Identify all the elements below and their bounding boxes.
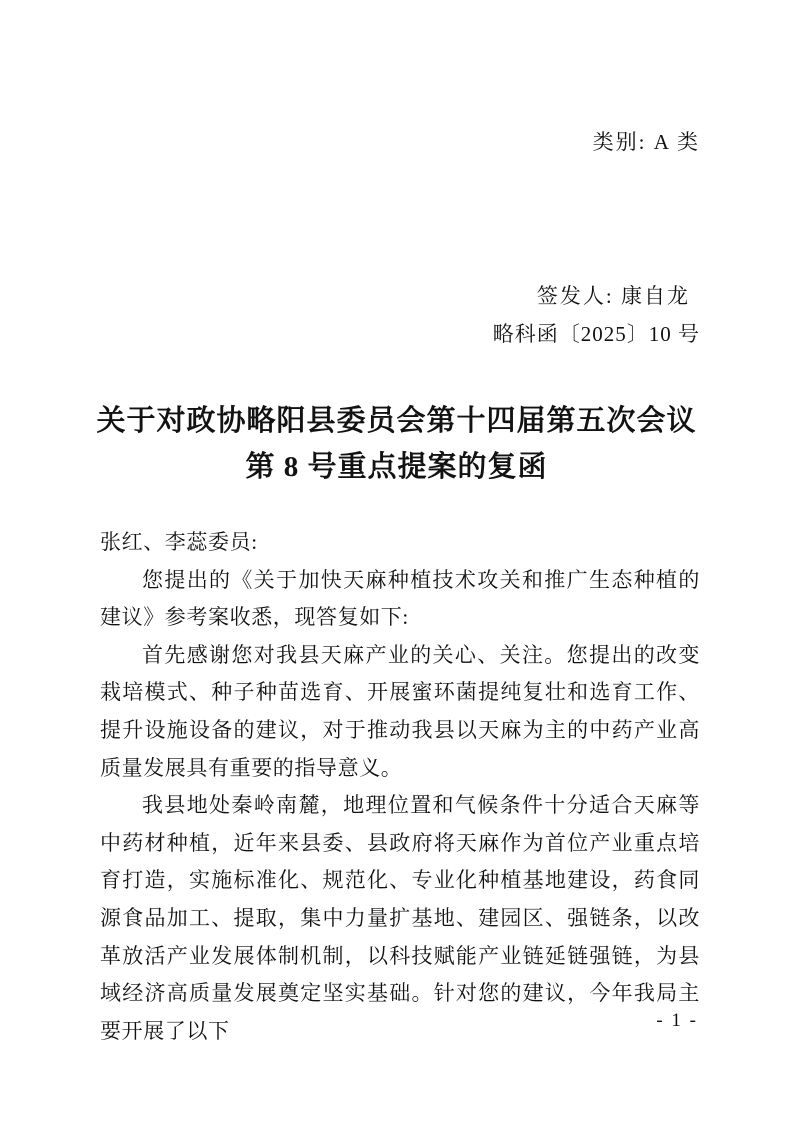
issuer-label: 签发人: 康自龙 [536,284,690,308]
document-title-line1: 关于对政协略阳县委员会第十四届第五次会议 [96,405,697,437]
body-paragraph: 首先感谢您对我县天麻产业的关心、关注。您提出的改变栽培模式、种子种苗选育、开展蜜环菌提纯复壮和选育工作、提升设施设备的建议，对于推动我县以天麻为主的中药产业高质量发展具有重要的指导意义。 [100,642,700,780]
category-label: 类别: A 类 [592,130,700,154]
body-paragraph: 我县地处秦岭南麓，地理位置和气候条件十分适合天麻等中药材种植，近年来县委、县政府将天麻作为首位产业重点培育打造，实施标准化、规范化、专业化种植基地建设，药食同源食品加工、提取，集中力量扩基地、建园区、强链条，以改革放活产业发展体制机制，以科技赋能产业链延链强链，为县域经济高质量发展奠定坚实基础。针对您的建议，今年我局主要开展了以下 [100,793,700,1043]
document-number: 略科函〔2025〕10 号 [492,322,700,346]
document-title-line2: 第 8 号重点提案的复函 [245,451,548,483]
salutation: 张红、李蕊委员: [100,530,258,554]
page-number: - 1 - [656,1010,698,1031]
letter-body [100,524,700,1050]
body-paragraph: 您提出的《关于加快天麻种植技术攻关和推广生态种植的建议》参考案收悉，现答复如下: [100,567,700,630]
document-title [0,398,793,490]
